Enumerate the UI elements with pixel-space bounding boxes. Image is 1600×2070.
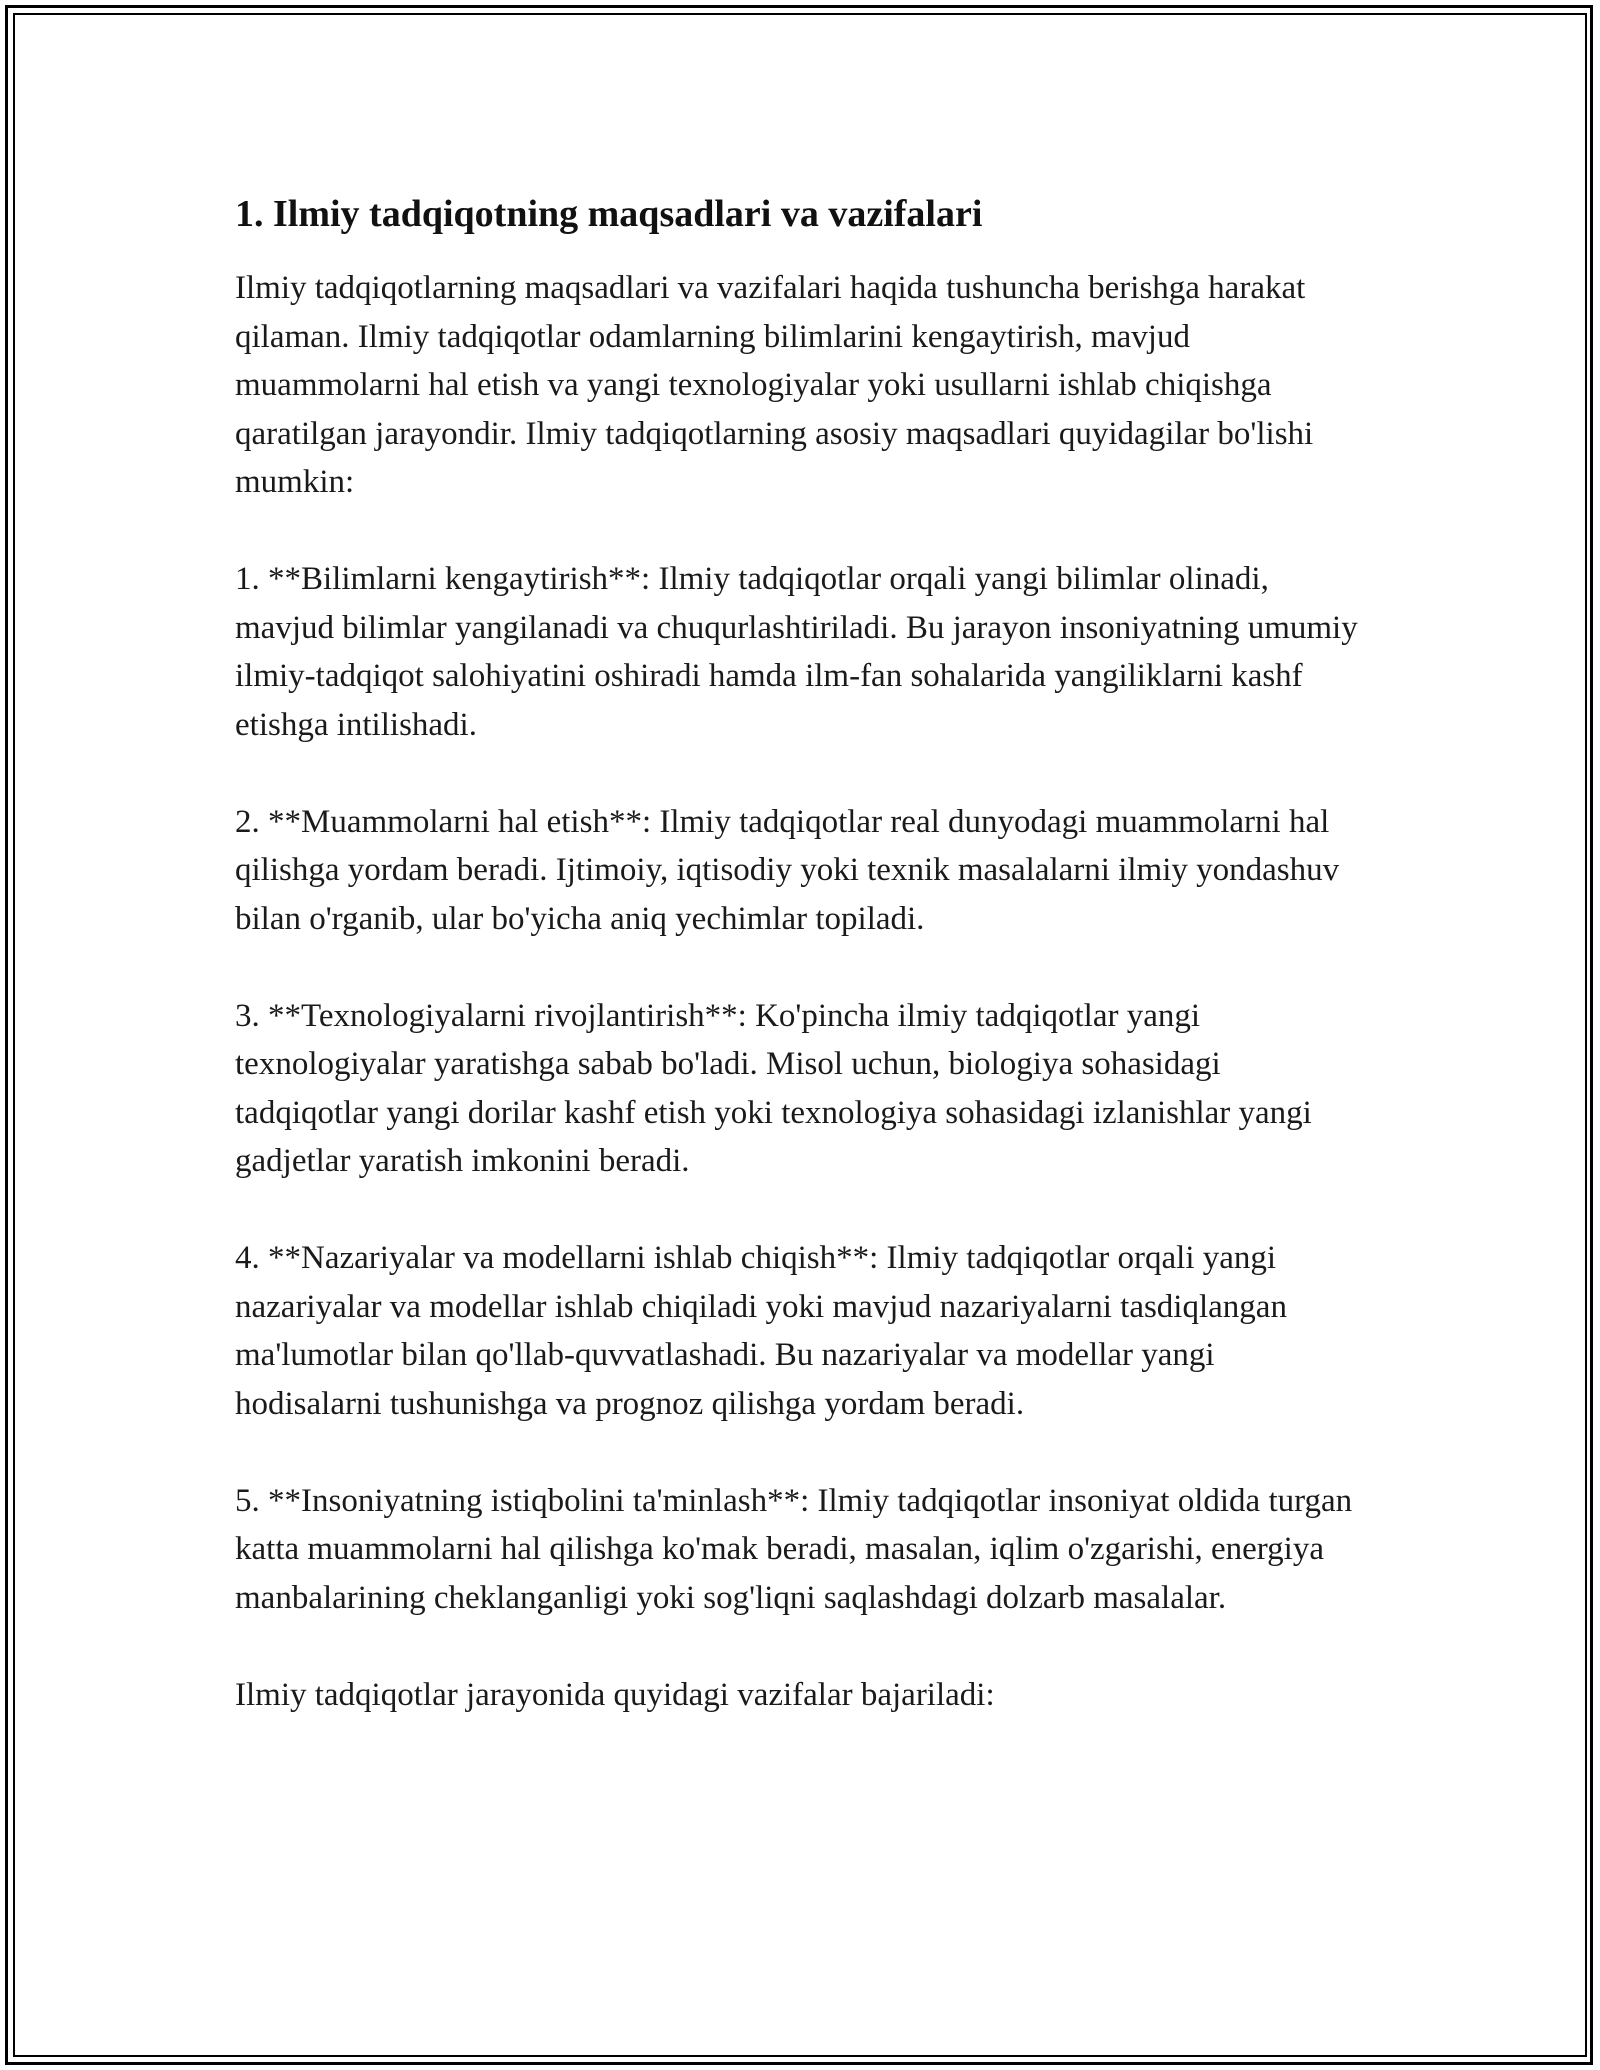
goal-item-5: 5. **Insoniyatning istiqbolini ta'minlash**: Ilmiy tadqiqotlar insoniyat oldida turgan katta muammolarni hal qilishga ko'mak beradi, masalan, iqlim o'zgarishi, energiya manbalarining cheklanganligi yoki sog'liqni saqlashdagi dolzarb masalalar. — [235, 1482, 1353, 1616]
section-heading: 1. Ilmiy tadqiqotning maqsadlari va vazifalari — [235, 193, 983, 235]
closing-paragraph: Ilmiy tadqiqotlar jarayonida quyidagi vazifalar bajariladi: — [235, 1676, 995, 1713]
intro-paragraph: Ilmiy tadqiqotlarning maqsadlari va vazifalari haqida tushuncha berishga harakat qilaman. Ilmiy tadqiqotlar odamlarning bilimlarini kengaytirish, mavjud muammolarni hal etish va yangi texnologiyalar yoki usullarni ishlab chiqishga qaratilgan jarayondir. Ilmiy tadqiqotlarning asosiy maqsadlari quyidagilar bo'lishi mumkin: — [235, 270, 1314, 500]
goal-item-1: 1. **Bilimlarni kengaytirish**: Ilmiy tadqiqotlar orqali yangi bilimlar olinadi, mavjud bilimlar yangilanadi va chuqurlashtiriladi. Bu jarayon insoniyatning umumiy ilmiy-tadqiqot salohiyatini oshiradi hamda ilm-fan sohalarida yangiliklarni kashf etishga intilishadi. — [235, 561, 1358, 743]
goal-item-3: 3. **Texnologiyalarni rivojlantirish**: Ko'pincha ilmiy tadqiqotlar yangi texnologiyalar yaratishga sabab bo'ladi. Misol uchun, biologiya sohasidagi tadqiqotlar yangi dorilar kashf etish yoki texnologiya sohasidagi izlanishlar yangi gadjetlar yaratish imkonini beradi. — [235, 997, 1312, 1179]
goal-item-4: 4. **Nazariyalar va modellarni ishlab chiqish**: Ilmiy tadqiqotlar orqali yangi nazariyalar va modellar ishlab chiqiladi yoki mavjud nazariyalarni tasdiqlangan ma'lumotlar bilan qo'llab-quvvatlashadi. Bu nazariyalar va modellar yangi hodisalarni tushunishga va prognoz qilishga yordam beradi. — [235, 1240, 1287, 1422]
goal-item-2: 2. **Muammolarni hal etish**: Ilmiy tadqiqotlar real dunyodagi muammolarni hal qilishga yordam beradi. Ijtimoiy, iqtisodiy yoki texnik masalalarni ilmiy yondashuv bilan o'rganib, ular bo'yicha aniq yechimlar topiladi. — [235, 803, 1340, 937]
document-body — [235, 186, 1365, 1719]
